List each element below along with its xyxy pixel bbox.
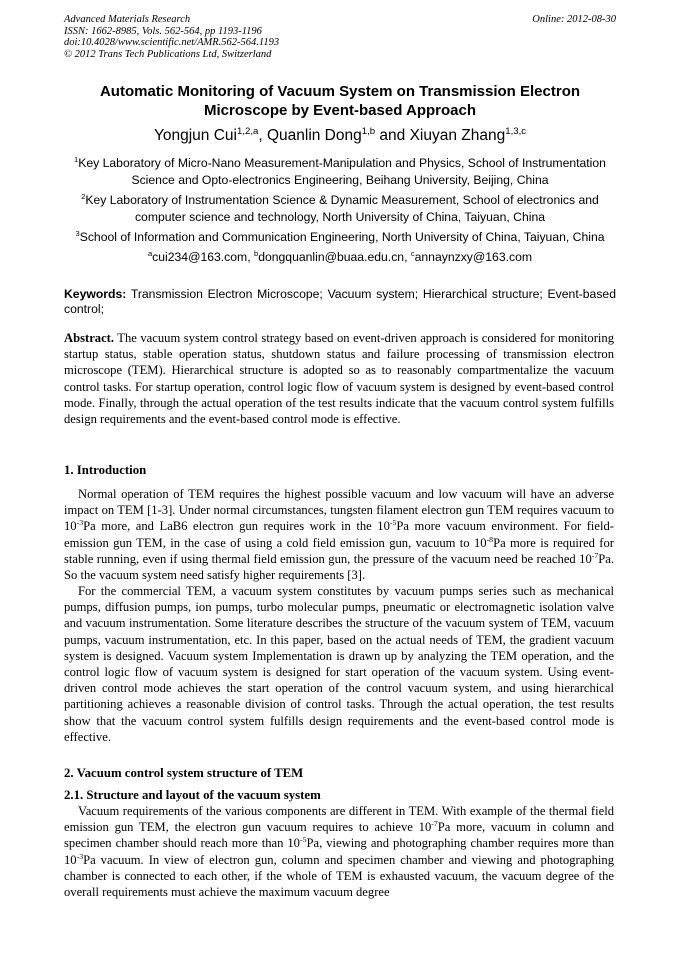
exponent: -5 xyxy=(299,835,307,845)
affiliation-text: Science and Opto-electronics Engineering, Beihang University, Beijing, China xyxy=(131,173,549,187)
title-line-2: Microscope by Event-based Approach xyxy=(203,102,476,119)
affiliation-3 xyxy=(62,229,618,246)
intro-paragraph-1 xyxy=(64,486,614,583)
affiliation-marker: 1 xyxy=(74,154,79,164)
affiliation-text: Key Laboratory of Instrumentation Science & Dynamic Measurement, School of electronics and xyxy=(85,193,599,207)
issn-line: ISSN: 1662-8985, Vols. 562-564, pp 1193-1196 xyxy=(64,25,262,37)
affiliation-text: School of Information and Communication Engineering, North University of China, Taiyuan, China xyxy=(79,230,605,244)
author-separator: and xyxy=(375,127,410,144)
keywords xyxy=(64,287,616,317)
affiliation-text: computer science and technology, North University of China, Taiyuan, China xyxy=(134,210,546,224)
email-marker: c xyxy=(410,248,415,258)
exponent: -7 xyxy=(431,819,438,829)
email-line xyxy=(62,249,618,266)
affiliation-marker: 3 xyxy=(75,228,80,238)
exponent: -7 xyxy=(591,550,599,560)
paragraph-text: Pa. So the vacuum system need satisfy higher requirements [3]. xyxy=(64,551,614,583)
keywords-text: Transmission Electron Microscope; Vacuum system; Hierarchical structure; Event-based control; xyxy=(64,287,616,316)
paragraph-text: For the commercial TEM, a vacuum system constitutes by vacuum pumps series such as mechanical pumps, diffusion pumps, ion pumps, turbo molecular pumps, pneumatic or electromagnetic isolation valve and vacuum instrumentation. Some literature describes the structure of the vacuum system of TEM, vacuum pumps, vacuum instrumentation, etc. In this paper, based on the actual needs of TEM, the gradient vacuum system is designed. Vacuum system Implementation is drawn up by analyzing the TEM operation, and the control logic flow of vacuum system is designed for start operation of the vacuum system. Using event-driven control mode achieves the start operation of the control vacuum system, and using hierarchical partitioning achieves a reasonable division of control tasks. Through the actual operation, the test results show that the vacuum control system fulfills design requirements and the event-based control mode is effective. xyxy=(64,584,614,744)
author-name: Xiuyan Zhang xyxy=(409,127,506,144)
affiliation-1 xyxy=(62,155,618,189)
journal-name: Advanced Materials Research xyxy=(64,14,191,25)
doi-line[interactable]: doi:10.4028/www.scientific.net/AMR.562-564.1193 xyxy=(64,37,280,48)
paragraph-text: Pa more, and LaB6 electron gun requires work in the 10 xyxy=(83,519,390,534)
intro-paragraph-2 xyxy=(64,583,614,745)
copyright-line: © 2012 Trans Tech Publications Ltd, Switzerland xyxy=(64,48,272,60)
exponent: -5 xyxy=(389,518,397,528)
section2-paragraph-1 xyxy=(64,803,614,900)
email-marker: a xyxy=(147,248,153,258)
paragraph-text: Pa more, vacuum in column and specimen chamber should reach more than 10 xyxy=(64,820,614,851)
paragraph-text: Pa, viewing and photographing chamber requires more than 10 xyxy=(64,836,614,867)
title-line-1: Automatic Monitoring of Vacuum System on Transmission Electron xyxy=(99,83,581,100)
section-heading-introduction: 1. Introduction xyxy=(64,463,147,477)
exponent: -3 xyxy=(76,518,84,528)
email-address[interactable]: dongquanlin@buaa.edu.cn, xyxy=(258,250,411,264)
paragraph-text: Pa more vacuum environment. For field-emission gun TEM, in the case of using a cold field emission gun, vacuum to 10 xyxy=(64,519,614,550)
author-name: Yongjun Cui xyxy=(153,127,237,144)
email-address[interactable]: cui234@163.com, xyxy=(152,250,254,264)
author-affiliation-marker: 1,3,c xyxy=(505,125,527,137)
paragraph-text: Pa vacuum. In view of electron gun, column and specimen chamber and viewing and photographing chamber is connected to each other, if the whole of TEM is exhausted vacuum, the vacuum degree of the overall requirements must achieve the maximum vacuum degree xyxy=(64,852,614,900)
online-date: Online: 2012-08-30 xyxy=(532,14,616,25)
exponent: -3 xyxy=(76,851,84,861)
author-affiliation-marker: 1,2,a xyxy=(236,125,259,137)
author-affiliation-marker: 1,b xyxy=(361,125,376,137)
abstract xyxy=(64,330,614,427)
paragraph-text: Pa more is required for stable running, even if using thermal field emission gun, the pressure of the vacuum need be reached 10 xyxy=(64,535,614,566)
subsection-heading-layout: 2.1. Structure and layout of the vacuum system xyxy=(64,788,321,802)
email-marker: b xyxy=(253,248,259,258)
affiliation-2 xyxy=(62,192,618,226)
section-heading-vacuum-structure: 2. Vacuum control system structure of TEM xyxy=(64,766,304,780)
author-name: Quanlin Dong xyxy=(266,127,362,144)
paragraph-text: Normal operation of TEM requires the highest possible vacuum and low vacuum will have an adverse impact on TEM [1-3]. Under normal circumstances, tungsten filament electron gun TEM requires vacuum to 10 xyxy=(64,487,614,534)
paper-title xyxy=(64,82,616,120)
paragraph-text: Vacuum requirements of the various components are different in TEM. With example of the thermal field emission gun TEM, the electron gun vacuum requires to achieve 10 xyxy=(64,804,614,835)
abstract-text: The vacuum system control strategy based on event-driven approach is considered for monitoring startup status, stable operation status, shutdown status and failure processing of transmission electron microscope (TEM). Hierarchical structure is adopted so as to reasonably compartmentalize the vacuum control tasks. For startup operation, control logic flow of vacuum system is designed by event-based control mode. Finally, through the actual operation of the test results indicate that the vacuum control system fulfills design requirements and the event-based control mode is effective. xyxy=(64,331,614,427)
affiliation-text: Key Laboratory of Micro-Nano Measurement-Manipulation and Physics, School of Instrumentation xyxy=(78,156,606,170)
email-address[interactable]: annaynzxy@163.com xyxy=(414,250,533,264)
author-list xyxy=(64,127,616,145)
abstract-label: Abstract. xyxy=(64,331,115,345)
author-separator: , xyxy=(258,127,267,144)
exponent: -8 xyxy=(486,534,494,544)
keywords-label: Keywords: xyxy=(64,287,127,301)
affiliation-marker: 2 xyxy=(81,191,86,201)
journal-header xyxy=(64,14,616,60)
